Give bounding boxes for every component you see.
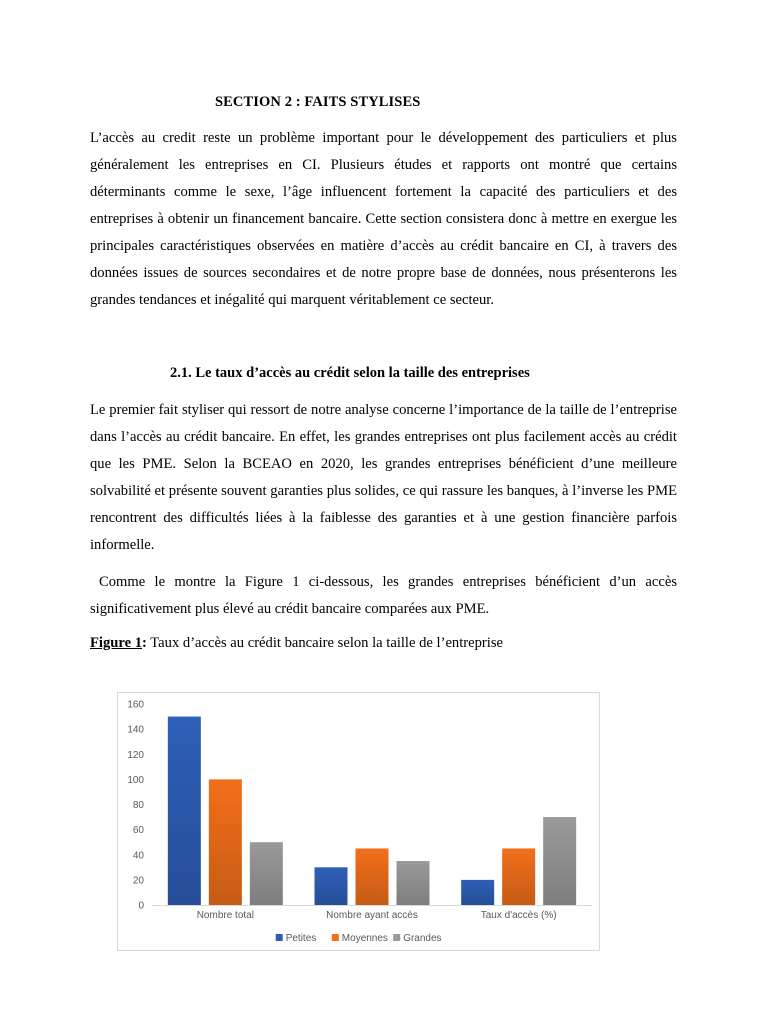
y-tick-label: 80: [132, 800, 144, 811]
y-tick-label: 160: [127, 699, 144, 711]
bar-moyennes: [356, 848, 389, 905]
figure-intro-paragraph: Comme le montre la Figure 1 ci-dessous, les grandes entreprises bénéficient d’un accès significativement plus élevé au crédit bancaire comparées aux PME.: [90, 574, 677, 617]
x-tick-label: Taux d'accès (%): [480, 910, 557, 921]
y-tick-label: 40: [132, 850, 144, 862]
y-tick-label: 100: [127, 774, 144, 786]
bar-grandes: [543, 817, 576, 905]
bar-grandes: [250, 842, 283, 905]
legend-label-grandes: Grandes: [403, 933, 442, 944]
legend-label-moyennes: Moyennes: [341, 933, 388, 944]
bar-petites: [461, 880, 494, 905]
figure-caption-text: Taux d’accès au crédit bancaire selon la taille de l’entreprise: [146, 635, 503, 651]
size-paragraph: Le premier fait styliser qui ressort de notre analyse concerne l’importance de la taille de l’entreprise dans l’accès au crédit bancaire. En effet, les grandes entreprises ont plus facilement accès au crédit que les PME. Selon la BCEAO en 2020, les grandes entreprises bénéficient d’une meilleure solvabilité et présente souvent garanties plus solides, ce qui rassure les banques, à l’inverse les PME rencontrent des difficultés liées à la faiblesse des garanties et à une gestion financière parfois informelle.: [90, 402, 677, 553]
bar-moyennes: [209, 779, 242, 905]
bar-petites: [315, 867, 348, 905]
y-tick-label: 0: [138, 900, 144, 912]
figure-label: Figure 1: [90, 635, 143, 651]
y-tick-label: 60: [132, 825, 144, 837]
legend-swatch-petites: [276, 934, 283, 941]
bar-chart: [117, 692, 600, 951]
y-tick-label: 140: [127, 724, 144, 736]
x-tick-label: Nombre total: [196, 910, 254, 921]
x-tick-label: Nombre ayant accès: [326, 910, 418, 921]
chart-canvas: [118, 693, 599, 950]
legend-label-petites: Petites: [285, 933, 317, 944]
bar-moyennes: [502, 848, 535, 905]
bar-grandes: [397, 861, 430, 905]
y-tick-label: 20: [132, 875, 144, 887]
intro-paragraph: L’accès au credit reste un problème important pour le développement des particuliers et plus généralement les entreprises en CI. Plusieurs études et rapports ont montré que certains déterminants comme le sexe, l’âge influencent fortement la capacité des particuliers et des entreprises à obtenir un financement bancaire. Cette section consistera donc à mettre en exergue les principales caractéristiques observées en matière d’accès au crédit bancaire en CI, à travers des données issues de sources secondaires et de notre propre base de données, nous présenterons les grandes tendances et inégalité qui marquent véritablement ce secteur.: [90, 130, 677, 308]
section-title: SECTION 2 : FAITS STYLISES: [215, 94, 421, 110]
figure-caption: [90, 635, 503, 652]
subsection-title: 2.1. Le taux d’accès au crédit selon la taille des entreprises: [170, 365, 530, 381]
legend-swatch-moyennes: [332, 934, 339, 941]
figure-caption-colon: :: [142, 635, 147, 651]
y-tick-label: 120: [127, 749, 144, 761]
bar-petites: [168, 717, 201, 905]
legend-swatch-grandes: [393, 934, 400, 941]
